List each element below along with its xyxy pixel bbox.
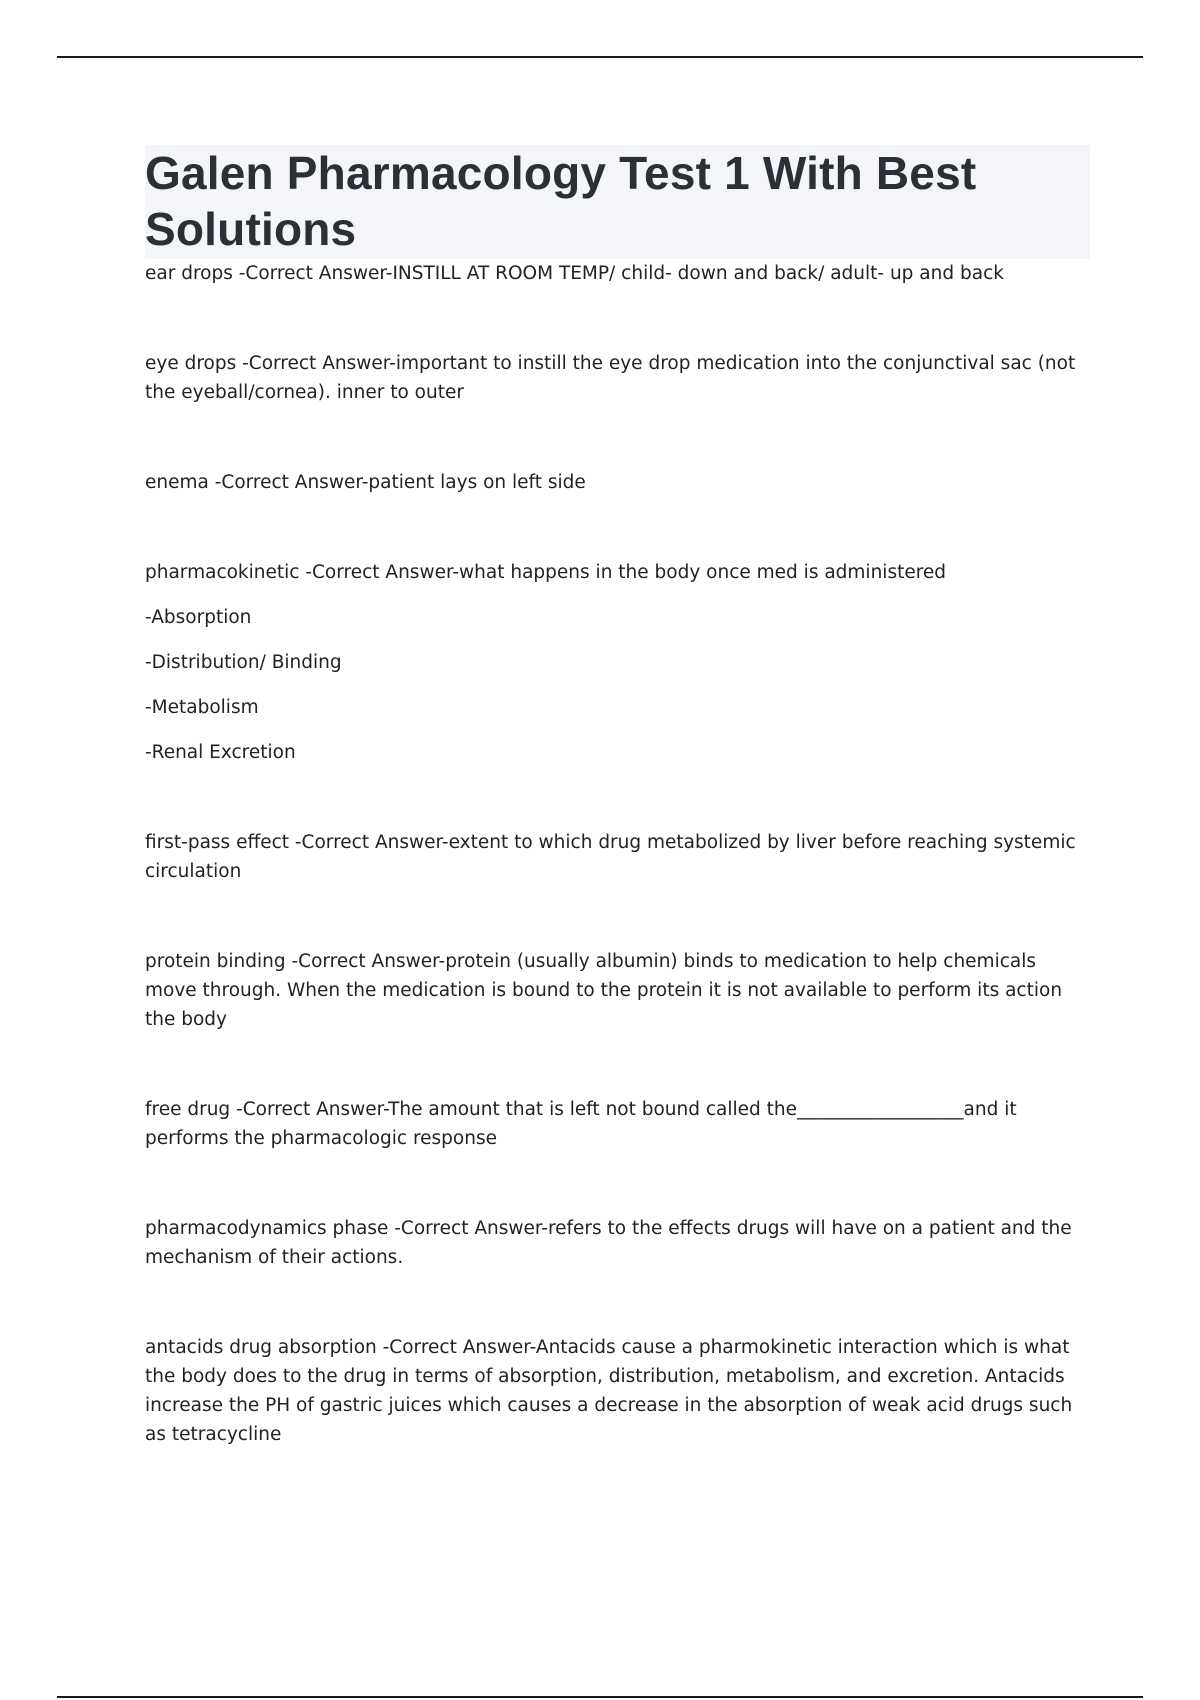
document-title: Galen Pharmacology Test 1 With Best Solutions — [145, 147, 977, 255]
title-box — [145, 145, 1090, 259]
entry-free-drug — [145, 1095, 1090, 1153]
entry-enema — [145, 468, 1090, 497]
entry-text: ear drops -Correct Answer-INSTILL AT ROOM TEMP/ child- down and back/ adult- up and back — [145, 263, 1004, 284]
entry-text: first-pass effect -Correct Answer-extent to which drug metabolized by liver before reaching systemic circulation — [145, 832, 1076, 882]
entry-text: enema -Correct Answer-patient lays on left side — [145, 472, 586, 493]
entry-subline: -Metabolism — [145, 697, 259, 718]
entry-text: free drug -Correct Answer-The amount that is left not bound called the__________________and it performs the pharmacologic response — [145, 1099, 1017, 1149]
entry-subline: -Distribution/ Binding — [145, 652, 342, 673]
entry-first-pass-effect — [145, 828, 1090, 886]
entry-antacids-drug-absorption — [145, 1333, 1090, 1449]
entry-text: eye drops -Correct Answer-important to instill the eye drop medication into the conjunctival sac (not the eyeball/cornea). inner to outer — [145, 353, 1076, 403]
entry-subline: -Renal Excretion — [145, 742, 296, 763]
entry-protein-binding — [145, 947, 1090, 1034]
entry-text: pharmacokinetic -Correct Answer-what happens in the body once med is administered — [145, 562, 947, 583]
footer-rule — [57, 1696, 1143, 1698]
entry-subline: -Absorption — [145, 607, 252, 628]
document-body — [145, 145, 1090, 1449]
entry-eye-drops — [145, 349, 1090, 407]
entry-text: protein binding -Correct Answer-protein (usually albumin) binds to medication to help chemicals move through. When the medication is bound to the protein it is not available to perform its action the body — [145, 951, 1063, 1030]
entry-text: pharmacodynamics phase -Correct Answer-refers to the effects drugs will have on a patient and the mechanism of their actions. — [145, 1218, 1072, 1268]
entry-text: antacids drug absorption -Correct Answer-Antacids cause a pharmokinetic interaction which is what the body does to the drug in terms of absorption, distribution, metabolism, and excretion. Antacids increase the PH of gastric juices which causes a decrease in the absorption of weak acid drugs such as tetracycline — [145, 1337, 1073, 1445]
header-rule — [57, 56, 1143, 58]
entry-pharmacokinetic — [145, 558, 1090, 767]
entry-pharmacodynamics-phase — [145, 1214, 1090, 1272]
entry-ear-drops — [145, 259, 1090, 288]
